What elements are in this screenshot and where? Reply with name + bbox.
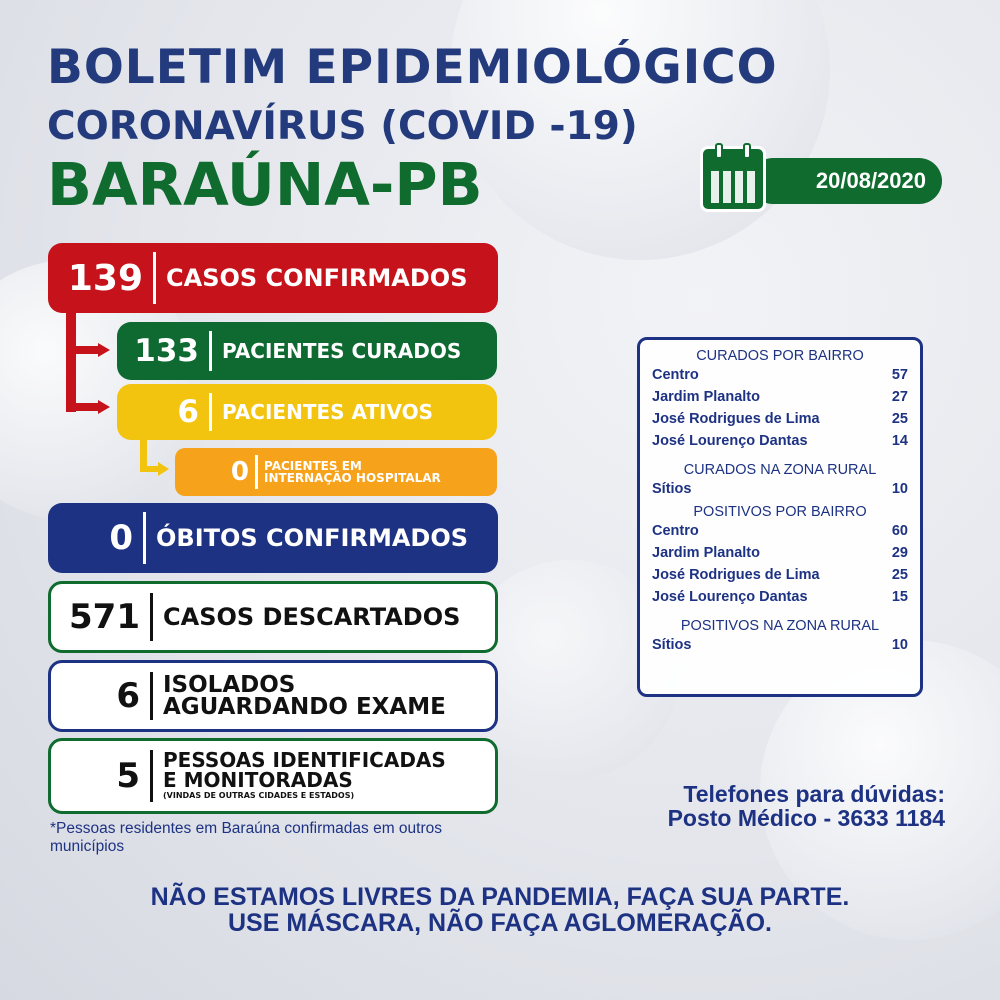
cured-label: PACIENTES CURADOS — [222, 339, 462, 363]
cured-rural-heading: CURADOS NA ZONA RURAL — [683, 462, 877, 478]
neighborhood-name: Centro — [652, 523, 699, 539]
active-count: 6 — [177, 394, 199, 430]
footer-message-1: NÃO ESTAMOS LIVRES DA PANDEMIA, FAÇA SUA PARTE. — [150, 883, 850, 911]
neighborhood-row — [652, 478, 908, 500]
neighborhood-name: Jardim Planalto — [652, 389, 760, 405]
active-patients-box — [117, 384, 497, 440]
connector-line — [66, 346, 98, 354]
contact-info — [668, 782, 945, 830]
deaths-label: ÓBITOS CONFIRMADOS — [156, 524, 469, 552]
isolated-label: ISOLADOS AGUARDANDO EXAME — [163, 672, 446, 720]
positive-by-neighborhood-heading: POSITIVOS POR BAIRRO — [693, 504, 867, 520]
neighborhood-row — [652, 564, 908, 586]
cured-by-neighborhood-heading: CURADOS POR BAIRRO — [696, 348, 864, 364]
connector-line — [140, 466, 158, 472]
neighborhood-name: Sítios — [652, 637, 692, 653]
deaths-box — [48, 503, 498, 573]
isolated-count: 6 — [116, 676, 140, 716]
arrow-right-icon — [98, 400, 110, 414]
footnote: *Pessoas residentes em Baraúna confirmadas em outros municípios — [50, 820, 443, 855]
hospitalized-count: 0 — [230, 457, 249, 487]
connector-line — [66, 312, 76, 412]
city-title: BARAÚNA-PB — [47, 150, 483, 219]
hospitalized-label: PACIENTES EM INTERNAÇÃO HOSPITALAR — [264, 459, 441, 485]
neighborhood-name: Sítios — [652, 481, 692, 497]
monitored-count: 5 — [116, 756, 140, 796]
cured-patients-box — [117, 322, 497, 380]
neighborhood-row — [652, 408, 908, 430]
neighborhood-name: José Rodrigues de Lima — [652, 411, 820, 427]
neighborhood-value: 60 — [891, 523, 908, 539]
neighborhood-name: José Lourenço Dantas — [652, 433, 808, 449]
neighborhood-row — [652, 634, 908, 656]
active-label: PACIENTES ATIVOS — [222, 400, 434, 424]
neighborhood-panel — [637, 337, 923, 697]
contact-heading: Telefones para dúvidas: — [683, 781, 945, 807]
neighborhood-row — [652, 542, 908, 564]
confirmed-label: CASOS CONFIRMADOS — [166, 264, 468, 292]
neighborhood-name: Centro — [652, 367, 699, 383]
neighborhood-name: José Lourenço Dantas — [652, 589, 808, 605]
neighborhood-value: 25 — [891, 411, 908, 427]
positive-rural-heading: POSITIVOS NA ZONA RURAL — [680, 618, 880, 634]
isolated-box — [48, 660, 498, 732]
neighborhood-row — [652, 520, 908, 542]
bulletin-title: BOLETIM EPIDEMIOLÓGICO — [47, 40, 778, 95]
discarded-cases-box — [48, 581, 498, 653]
date-text: 20/08/2020 — [750, 158, 942, 204]
discarded-label: CASOS DESCARTADOS — [163, 603, 461, 631]
date-badge — [700, 146, 942, 216]
monitored-sublabel: (VINDAS DE OUTRAS CIDADES E ESTADOS) — [163, 791, 355, 800]
arrow-right-icon — [98, 343, 110, 357]
neighborhood-value: 10 — [891, 637, 908, 653]
neighborhood-name: José Rodrigues de Lima — [652, 567, 820, 583]
arrow-right-icon — [158, 462, 169, 476]
neighborhood-row — [652, 430, 908, 452]
neighborhood-value: 25 — [891, 567, 908, 583]
contact-phone: Posto Médico - 3633 1184 — [667, 805, 945, 831]
neighborhood-value: 27 — [891, 389, 908, 405]
neighborhood-value: 29 — [891, 545, 908, 561]
footer-message-2: USE MÁSCARA, NÃO FAÇA AGLOMERAÇÃO. — [228, 909, 772, 937]
neighborhood-row — [652, 364, 908, 386]
confirmed-count: 139 — [67, 257, 143, 299]
discarded-count: 571 — [69, 597, 140, 637]
neighborhood-value: 10 — [891, 481, 908, 497]
neighborhood-name: Jardim Planalto — [652, 545, 760, 561]
neighborhood-value: 14 — [891, 433, 908, 449]
monitored-box — [48, 738, 498, 814]
deaths-count: 0 — [109, 518, 133, 558]
neighborhood-row — [652, 386, 908, 408]
hospitalized-box — [175, 448, 497, 496]
confirmed-cases-box — [48, 243, 498, 313]
neighborhood-row — [652, 586, 908, 608]
calendar-icon — [700, 146, 766, 212]
neighborhood-value: 15 — [891, 589, 908, 605]
connector-line — [66, 403, 98, 411]
monitored-label: PESSOAS IDENTIFICADAS E MONITORADAS (VINDAS DE OUTRAS CIDADES E ESTADOS) — [163, 748, 446, 800]
bulletin-subtitle: CORONAVÍRUS (COVID -19) — [47, 104, 638, 149]
cured-count: 133 — [134, 333, 199, 369]
neighborhood-value: 57 — [891, 367, 908, 383]
